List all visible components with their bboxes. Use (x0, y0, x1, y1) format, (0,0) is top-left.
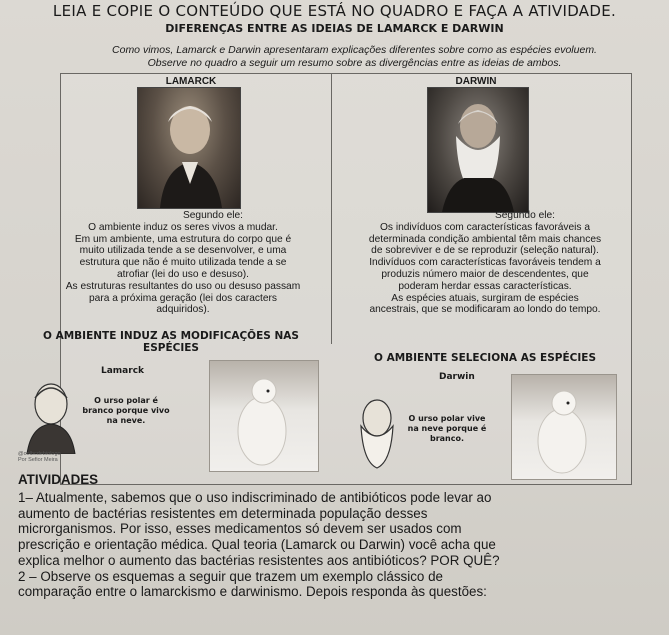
question-1-line: 1– Atualmente, sabemos que o uso indiscriminado de antibióticos pode levar ao (18, 490, 492, 505)
image-credit (18, 451, 61, 463)
darwin-line: ancestrais, que se modificaram ao londo do tempo. (369, 304, 601, 316)
activities-text (18, 490, 630, 600)
darwin-description (339, 210, 631, 316)
intro-text (60, 44, 649, 70)
lamarck-summary-line-2: ESPÉCIES (143, 342, 199, 354)
question-1-line: explica melhor o aumento das bactérias resistentes aos antibióticos? POR QUÊ? (18, 552, 500, 568)
lamarck-portrait (137, 87, 241, 209)
question-2-line: 2 – Observe os esquemas a seguir que trazem um exemplo clássico de (18, 568, 443, 584)
lamarck-cartoon-caption (81, 396, 171, 426)
lamarck-label: Segundo ele: (182, 210, 244, 221)
darwin-cartoon-caption (397, 414, 497, 444)
lamarck-portrait-drawing (138, 88, 240, 208)
darwin-summary: O AMBIENTE SELECIONA AS ESPÉCIES (373, 352, 597, 364)
question-1-line: prescrição e orientação médica. Qual teoria (Lamarck ou Darwin) você acha que (18, 537, 496, 553)
darwin-line: Os indivíduos com características favoráveis a (379, 221, 591, 233)
lamarck-line: O ambiente induz os seres vivos a mudar. (88, 221, 278, 233)
question-1-line: aumento de bactérias resistentes em determinada população desses (18, 505, 428, 521)
lamarck-summary (11, 330, 331, 354)
lamarck-polar-bear-photo (209, 360, 319, 472)
lamarck-line: As estruturas resultantes do uso ou desuso passam (65, 280, 301, 292)
lamarck-line: atrofiar (lei do uso e desuso). (117, 268, 249, 280)
darwin-line: Indivíduos com características favoráveis tendem a (369, 257, 601, 269)
lamarck-line: muito utilizada tende a se desenvolver, e uma (79, 245, 287, 257)
lamarck-line: adquiridos). (156, 304, 210, 316)
darwin-line: produzis número maior de descendentes, que (381, 268, 589, 280)
intro-line-2: Observe no quadro a seguir um resumo sobre as divergências entre as ideias de ambos. (147, 57, 562, 69)
instruction-heading: LEIA E COPIE O CONTEÚDO QUE ESTÁ NO QUADRO E FAÇA A ATIVIDADE. (52, 2, 617, 20)
question-2-line: comparação entre o lamarckismo e darwinismo. Depois responda às questões: (18, 584, 487, 600)
credit-line-1: @oolbcdebiologo (18, 451, 61, 457)
darwin-portrait-drawing (428, 88, 528, 212)
lamarck-caption-line-1: O urso polar é (94, 396, 158, 405)
lamarck-line: Em um ambiente, uma estrutura do corpo que é (74, 233, 292, 245)
darwin-caption-line-1: O urso polar vive (408, 414, 486, 423)
polar-bear-icon (210, 361, 318, 471)
worksheet-title: DIFERENÇAS ENTRE AS IDEIAS DE LAMARCK E DARWIN (165, 22, 504, 35)
darwin-portrait (427, 87, 529, 213)
darwin-line: de sobreviver e de se reproduzir (seleção natural). (371, 245, 599, 257)
question-1-line: microrganismos. Por isso, esses medicamentos só devem ser usados com (18, 521, 462, 537)
lamarck-cartoon-drawing (21, 374, 81, 454)
lamarck-summary-line-1: O AMBIENTE INDUZ AS MODIFICAÇÕES NAS (43, 330, 299, 342)
intro-line-1: Como vimos, Lamarck e Darwin apresentaram explicações diferentes sobre como as espécies evoluem. (112, 44, 597, 56)
lamarck-description (33, 210, 333, 316)
polar-bear-icon (512, 375, 616, 479)
darwin-line: As espécies atuais, surgiram de espécies (391, 292, 579, 304)
darwin-label: Segundo ele: (494, 210, 556, 221)
darwin-heading: DARWIN (455, 76, 497, 87)
lamarck-cartoon-name: Lamarck (101, 366, 145, 376)
lamarck-heading: LAMARCK (165, 76, 217, 87)
credit-line-2: Por Sefior Meira (18, 457, 58, 463)
darwin-line: determinada condição ambiental têm mais chances (368, 233, 602, 245)
darwin-cartoon-name: Darwin (439, 372, 475, 382)
darwin-line: poderam herdar essas características. (398, 280, 572, 292)
darwin-polar-bear-photo (511, 374, 617, 480)
lamarck-caption-line-2: branco porque vivo (82, 406, 170, 415)
darwin-caption-line-2: na neve porque é (407, 424, 487, 433)
lamarck-caption-line-3: na neve. (106, 416, 146, 425)
lamarck-line: estrutura que não é muito utilizada tende a se (79, 257, 287, 269)
activities-heading: ATIVIDADES (18, 472, 99, 487)
darwin-caption-line-3: branco. (429, 434, 465, 443)
lamarck-line: para a próxima geração (lei dos caracters (89, 292, 277, 304)
